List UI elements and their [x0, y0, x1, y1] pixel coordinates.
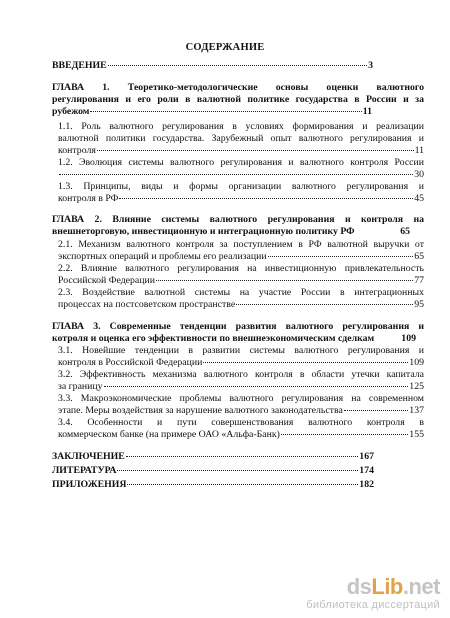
section-2-2-line1: 2.2. Влияние валютного регулирования на инвестиционную привлекательность: [58, 263, 424, 274]
section-3-4-line1: 3.4. Особенности и пути совершенствования валютного контроля в: [58, 417, 424, 428]
section-1-1-page: 11: [414, 145, 424, 156]
watermark: [306, 575, 440, 612]
chapter3-heading-line2: [52, 333, 424, 345]
watermark-subtitle: библиотека диссертаций: [306, 599, 440, 611]
chapter1-heading-line1: ГЛАВА 1. Теоретико-методологические основы оценки валютного: [52, 82, 424, 93]
section-2-2-tail: Российской Федерации: [58, 275, 155, 286]
section-3-2-line1: 3.2. Эффективность механизма валютного контроля в области утечки капитала: [58, 369, 424, 380]
section-1-1-line3: [58, 145, 424, 157]
section-1-3-line1: 1.3. Принципы, виды и формы организации валютного регулирования и: [58, 181, 424, 192]
section-3-4-page: 155: [409, 429, 424, 440]
toc-title: СОДЕРЖАНИЕ: [185, 42, 265, 53]
chapter1-heading-tail: рубежом: [52, 106, 90, 117]
section-1-3-tail: контроля в РФ: [58, 193, 119, 204]
chapter3-page: 109: [401, 333, 416, 344]
toc-intro: [52, 60, 373, 72]
chapter1-heading-line2: регулирования и его роли в валютной политике государства в России и за: [52, 94, 424, 105]
chapter3-heading-line1: ГЛАВА 3. Современные тенденции развития валютного регулирования и: [52, 321, 424, 332]
section-3-4-tail: коммерческом банке (на примере ОАО «Альфа-Банк): [58, 429, 280, 440]
toc-appendix: [52, 479, 374, 491]
dot-leader: [59, 174, 413, 175]
watermark-logo: [306, 575, 440, 599]
section-2-3-line2: [58, 299, 424, 311]
section-3-3-page: 137: [409, 405, 424, 416]
dot-leader: [90, 111, 361, 112]
dot-leader: [126, 456, 358, 457]
toc-intro-page: 3: [368, 60, 373, 71]
section-3-3-tail: этапе. Меры воздействия за нарушение валютного законодательства: [58, 405, 343, 416]
dot-leader: [236, 304, 413, 305]
section-2-1-page: 65: [414, 251, 424, 262]
toc-intro-label: ВВЕДЕНИЕ: [52, 60, 107, 71]
section-1-2-line2: [58, 169, 424, 181]
chapter2-page: 65: [400, 226, 410, 237]
section-3-4-line2: [58, 429, 424, 441]
toc-appendix-label: ПРИЛОЖЕНИЯ: [52, 479, 127, 490]
section-3-3-line2: [58, 405, 424, 417]
section-1-2-page: 30: [414, 169, 424, 180]
dot-leader: [281, 434, 408, 435]
section-2-3-line1: 2.3. Воздействие валютной системы на участие России в интеграционных: [58, 287, 424, 298]
section-3-3-line1: 3.3. Макроэкономические проблемы валютного регулирования на современном: [58, 393, 424, 404]
section-3-2-tail: за границу: [58, 381, 103, 392]
dot-leader: [344, 410, 409, 411]
section-1-2-line1: 1.2. Эволюция системы валютного регулирования и валютного контроля России: [58, 157, 424, 168]
watermark-logo-lib: Lib: [371, 574, 403, 599]
section-2-1-line1: 2.1. Механизм валютного контроля за поступлением в РФ валютной выручки от: [58, 239, 424, 250]
toc-literature: [52, 465, 374, 477]
toc-conclusion-label: ЗАКЛЮЧЕНИЕ: [52, 451, 125, 462]
section-3-2-page: 125: [409, 381, 424, 392]
section-2-2-page: 77: [414, 275, 424, 286]
dot-leader: [156, 280, 413, 281]
dot-leader: [97, 150, 414, 151]
section-3-1-line1: 3.1. Новейшие тенденции в развитии системы валютного регулирования и: [58, 345, 424, 356]
chapter1-heading-line3: [52, 106, 372, 118]
section-3-1-line2: [58, 357, 424, 369]
dot-leader: [119, 198, 413, 199]
section-2-1-line2: [58, 251, 424, 263]
section-1-1-line2: валютной политики государства. Зарубежный опыт валютного регулирования и: [58, 133, 424, 144]
dot-leader: [108, 65, 367, 66]
chapter3-heading-tail: котроля и оценка его эффективности по внешнеэкономическим сделкам: [52, 333, 375, 344]
section-1-1-line1: 1.1. Роль валютного регулирования в условиях формирования и реализации: [58, 121, 424, 132]
section-2-3-tail: процессах на постсоветском пространстве: [58, 299, 236, 310]
toc-appendix-page: 182: [359, 479, 374, 490]
chapter2-heading-line2: [52, 226, 424, 238]
chapter2-heading-line1: ГЛАВА 2. Влияние системы валютного регулирования и контроля на: [52, 214, 424, 225]
section-2-3-page: 95: [414, 299, 424, 310]
section-1-1-tail: контроля: [58, 145, 96, 156]
dot-leader: [268, 256, 414, 257]
section-3-1-page: 109: [409, 357, 424, 368]
section-2-2-line2: [58, 275, 424, 287]
dot-leader: [203, 362, 408, 363]
section-2-1-tail: экспортных операций и проблемы его реализации: [58, 251, 267, 262]
section-3-1-tail: контроля в Российской Федерации: [58, 357, 203, 368]
dot-leader: [104, 386, 409, 387]
section-1-3-page: 45: [414, 193, 424, 204]
section-1-3-line2: [58, 193, 424, 205]
toc-literature-label: ЛИТЕРАТУРА: [52, 465, 117, 476]
toc-conclusion-page: 167: [359, 451, 374, 462]
watermark-logo-net: .net: [402, 574, 440, 599]
chapter2-heading-tail: внешнеторговую, инвестиционную и интеграционную политику РФ: [52, 226, 355, 237]
toc-literature-page: 174: [359, 465, 374, 476]
toc-conclusion: [52, 451, 374, 463]
section-3-2-line2: [58, 381, 424, 393]
chapter1-page: 11: [362, 106, 372, 117]
dot-leader: [127, 484, 358, 485]
watermark-logo-ds: ds: [346, 574, 372, 599]
dot-leader: [117, 470, 358, 471]
